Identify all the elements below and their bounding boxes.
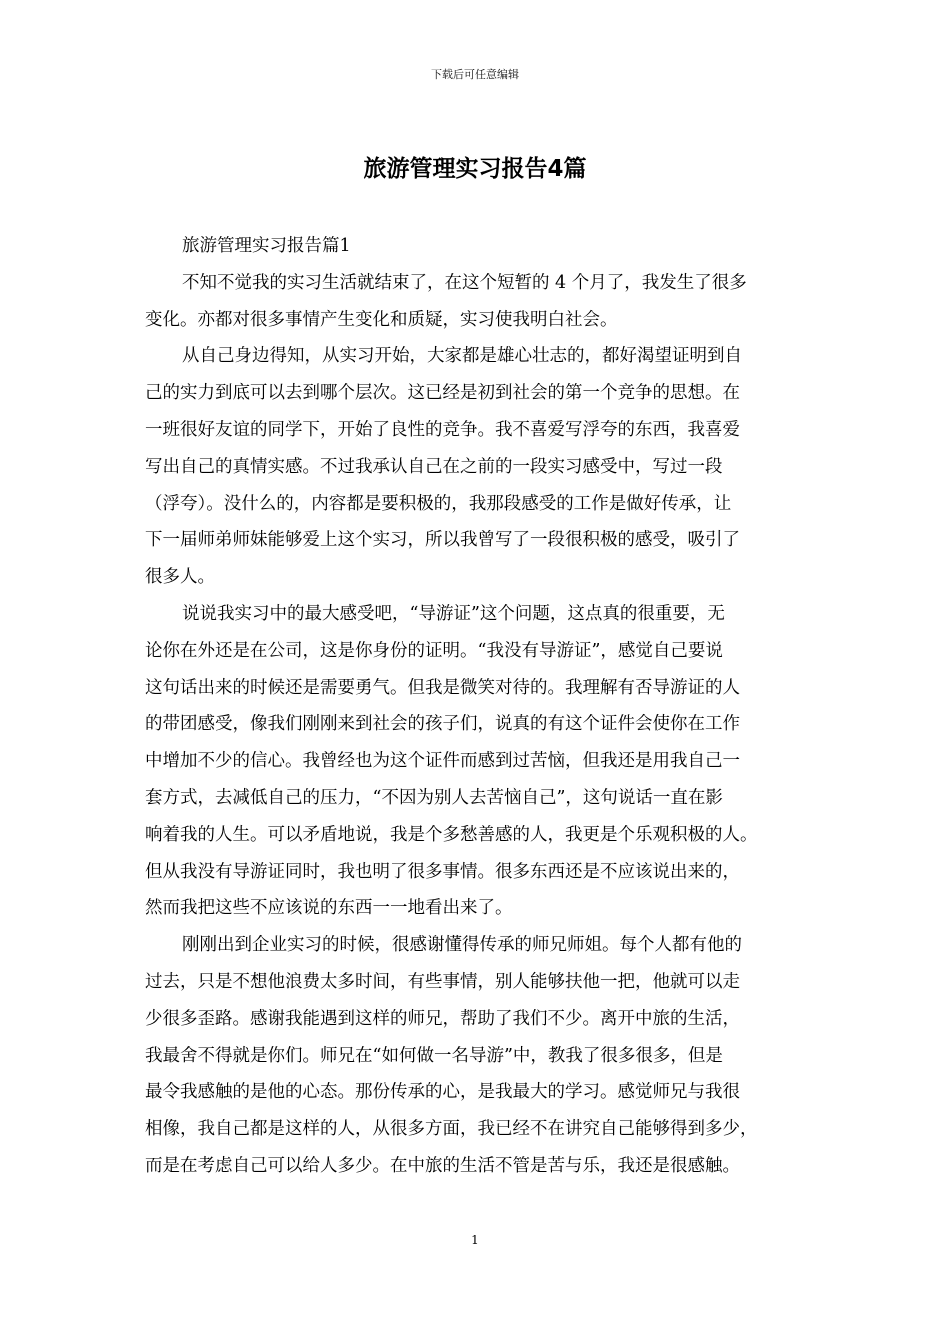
text-line: （浮夸）。没什么的，内容都是要积极的，我那段感受的工作是做好传承，让 xyxy=(145,493,732,514)
text-line: 套方式，去减低自己的压力，“不因为别人去苦恼自己”，这句说话一直在影 xyxy=(145,787,723,808)
text-line: 己的实力到底可以去到哪个层次。这已经是初到社会的第一个竞争的思想。在 xyxy=(145,383,740,404)
text-line: 最令我感触的是他的心态。那份传承的心，是我最大的学习。感觉师兄与我很 xyxy=(145,1082,740,1103)
text-line: 但从我没有导游证同时，我也明了很多事情。很多东西还是不应该说出来的， xyxy=(145,861,740,882)
body-text xyxy=(145,228,825,1185)
page-number: 1 xyxy=(471,1233,479,1247)
text-line: 刚刚出到企业实习的时候，很感谢懂得传承的师兄师姐。每个人都有他的 xyxy=(182,935,742,956)
text-line: 响着我的人生。可以矛盾地说，我是个多愁善感的人，我更是个乐观积极的人。 xyxy=(145,824,758,845)
text-line: 一班很好友谊的同学下，开始了良性的竞争。我不喜爱写浮夸的东西，我喜爱 xyxy=(145,419,740,440)
text-line: 的带团感受，像我们刚刚来到社会的孩子们，说真的有这个证件会使你在工作 xyxy=(145,714,740,735)
text-line: 然而我把这些不应该说的东西一一地看出来了。 xyxy=(145,898,513,919)
text-line: 这句话出来的时候还是需要勇气。但我是微笑对待的。我理解有否导游证的人 xyxy=(145,677,740,698)
text-line: 很多人。 xyxy=(145,567,215,588)
header-note: 下载后可任意编辑 xyxy=(431,68,519,81)
text-line: 下一届师弟师妹能够爱上这个实习，所以我曾写了一段很积极的感受，吸引了 xyxy=(145,530,740,551)
document-title: 旅游管理实习报告4篇 xyxy=(363,156,587,182)
text-line: 我最舍不得就是你们。师兄在“如何做一名导游”中，教我了很多很多，但是 xyxy=(145,1045,723,1066)
text-line: 变化。亦都对很多事情产生变化和质疑，实习使我明白社会。 xyxy=(145,309,618,330)
text-line: 写出自己的真情实感。不过我承认自己在之前的一段实习感受中，写过一段 xyxy=(145,456,723,477)
text-line: 论你在外还是在公司，这是你身份的证明。“我没有导游证”，感觉自己要说 xyxy=(145,640,723,661)
paragraph-lines xyxy=(145,265,825,1185)
text-line: 中增加不少的信心。我曾经也为这个证件而感到过苦恼，但我还是用我自己一 xyxy=(145,751,740,772)
text-line: 从自己身边得知，从实习开始，大家都是雄心壮志的，都好渴望证明到自 xyxy=(182,346,742,367)
text-line: 而是在考虑自己可以给人多少。在中旅的生活不管是苦与乐，我还是很感触。 xyxy=(145,1155,740,1176)
section-heading: 旅游管理实习报告篇1 xyxy=(182,236,351,256)
text-line: 少很多歪路。感谢我能遇到这样的师兄，帮助了我们不少。离开中旅的生活， xyxy=(145,1008,740,1029)
text-line: 相像，我自己都是这样的人，从很多方面，我已经不在讲究自己能够得到多少， xyxy=(145,1119,758,1140)
text-line: 说说我实习中的最大感受吧，“导游证”这个问题，这点真的很重要，无 xyxy=(182,603,725,624)
text-line: 过去，只是不想他浪费太多时间，有些事情，别人能够扶他一把，他就可以走 xyxy=(145,971,740,992)
text-line: 不知不觉我的实习生活就结束了，在这个短暂的 4 个月了，我发生了很多 xyxy=(182,272,747,293)
